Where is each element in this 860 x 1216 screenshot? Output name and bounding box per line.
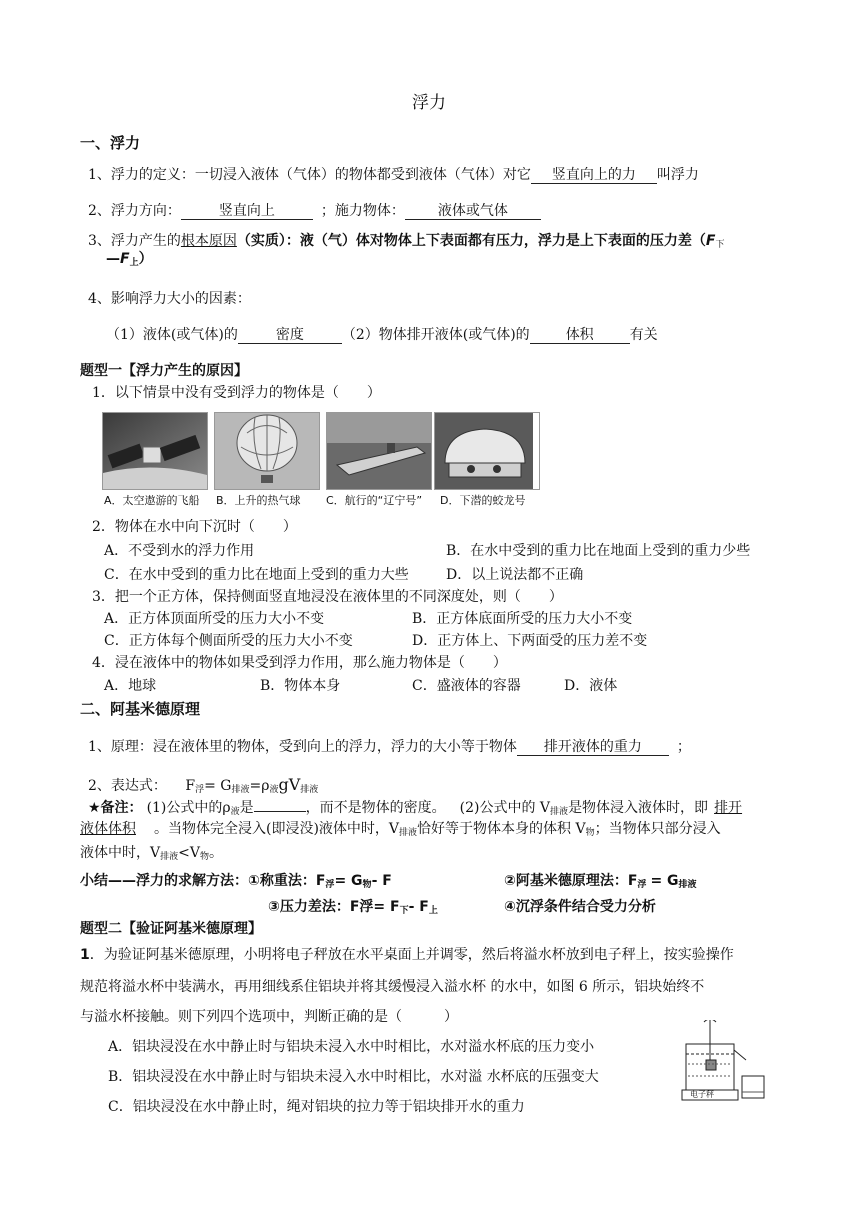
section-heading-buoyancy: 一、浮力 xyxy=(80,134,141,152)
cause-line-cont xyxy=(106,250,153,272)
note-line-2 xyxy=(80,820,721,842)
q4-option-b: B．物体本身 xyxy=(260,678,341,694)
type2-q1-line1 xyxy=(80,946,734,964)
note-p4c: 。 xyxy=(209,845,223,861)
q2-option-d: D．以上说法都不正确 xyxy=(446,567,584,583)
note-p2b: 是物体浸入液体时，即 xyxy=(568,800,709,816)
note-p3b: 恰好等于物体本身的体积 V xyxy=(417,821,586,837)
summary-m3-sub: 下 xyxy=(399,906,409,916)
principle-line xyxy=(88,738,691,756)
type2-q1-line3: 与溢水杯接触。则下列四个选项中，判断正确的是（ ） xyxy=(80,1009,458,1025)
overflow-can-figure xyxy=(680,1020,772,1102)
factors-heading: 4、影响浮力大小的因素： xyxy=(88,291,251,307)
q4-option-d: D．液体 xyxy=(564,678,618,694)
direction-label: 2、浮力方向： xyxy=(88,203,181,219)
expr-rho-sub: 液 xyxy=(269,785,279,795)
force-sub-up: 上 xyxy=(129,258,139,268)
summary-m3: ③压力差法：F浮= F xyxy=(268,899,400,915)
definition-line xyxy=(88,166,699,184)
definition-tail: 叫浮力 xyxy=(656,167,699,183)
q3-option-a: A．正方体顶面所受的压力大小不变 xyxy=(104,611,325,627)
agent-answer: 液体或气体 xyxy=(405,203,541,220)
type2-q1-option-b: B．铝块浸没在水中静止时与铝块未浸入水中时相比，水对溢 水杯底的压强变大 xyxy=(108,1069,599,1085)
dash: — xyxy=(106,251,120,267)
factor1-label: （1）液体(或气体)的 xyxy=(106,327,238,343)
type2-heading: 题型二【验证阿基米德原理】 xyxy=(80,921,262,937)
carrier-photo xyxy=(326,412,432,490)
note-line-3 xyxy=(80,844,223,866)
expr-f-sub: 浮 xyxy=(195,785,205,795)
note-blank xyxy=(254,797,306,812)
summary-method-2 xyxy=(504,872,697,894)
type2-q1-option-a: A．铝块浸没在水中静止时与铝块未浸入水中时相比，水对溢水杯底的压力变小 xyxy=(108,1039,595,1055)
summary-s1-sub: 浮 xyxy=(325,880,335,890)
agent-label: ；施力物体： xyxy=(320,203,405,219)
summary-m2: ②阿基米德原理法：F xyxy=(504,873,638,889)
expression-label: 2、表达式： xyxy=(88,778,167,794)
direction-line xyxy=(88,202,541,220)
option-b-caption: B．上升的热气球 xyxy=(216,494,301,507)
summary-m3-sub2: 上 xyxy=(428,906,438,916)
summary-m2-sub: 浮 xyxy=(637,880,647,890)
option-c-caption: C．航行的“辽宁号” xyxy=(326,494,423,507)
note-p1c: ，而不是物体的密度。 xyxy=(305,800,446,816)
q1-stem: 1．以下情景中没有受到浮力的物体是（ ） xyxy=(92,385,381,401)
note-p3-sub: 排液 xyxy=(399,828,418,838)
option-a-caption: A．太空遨游的飞船 xyxy=(104,494,200,507)
q4-option-a: A．地球 xyxy=(104,678,157,694)
summary-s1-sub2: 物 xyxy=(362,880,372,890)
option-d-caption: D．下潜的蛟龙号 xyxy=(440,494,526,507)
note-p1b: 是 xyxy=(239,800,254,816)
definition-answer: 竖直向上的力 xyxy=(531,167,657,184)
root-cause: 根本原因 xyxy=(180,233,237,249)
force-symbol: F xyxy=(705,233,716,249)
note-p3c: ；当物体只部分浸入 xyxy=(594,821,721,837)
cause-line xyxy=(88,232,725,254)
type2-q1-text1: ．为验证阿基米德原理，小明将电子秤放在水平桌面上并调零，然后将溢水杯放到电子秤上，按实验操作 xyxy=(89,947,734,963)
factor2-label: （2）物体排开液体(或气体)的 xyxy=(341,327,530,343)
expr-rho: =ρ xyxy=(249,778,270,794)
q2-option-a: A．不受到水的浮力作用 xyxy=(104,543,255,559)
section-heading-archimedes: 二、阿基米德原理 xyxy=(80,700,201,718)
factor1-answer: 密度 xyxy=(238,327,342,344)
note-p4: 液体中时，V xyxy=(80,845,161,861)
note-p2: (2)公式中的 V xyxy=(459,800,551,816)
q4-stem: 4．浸在液体中的物体如果受到浮力作用，那么施力物体是（ ） xyxy=(92,655,507,671)
note-p4-sub: 排液 xyxy=(160,852,179,862)
spacecraft-photo xyxy=(102,412,208,490)
q3-option-d: D．正方体上、下两面受的压力差不变 xyxy=(412,633,648,649)
submersible-photo xyxy=(434,412,540,490)
note-p4-sub2: 物 xyxy=(199,852,209,862)
factor2-answer: 体积 xyxy=(530,327,630,344)
scale-label: 电子秤 xyxy=(690,1090,714,1099)
q3-stem: 3．把一个正方体，保持侧面竖直地浸没在液体里的不同深度处，则（ ） xyxy=(92,589,563,605)
note-line-1 xyxy=(88,797,742,821)
summary-m2b: = G xyxy=(650,873,679,889)
note-p4b: <V xyxy=(178,845,200,861)
direction-answer: 竖直向上 xyxy=(181,203,313,220)
expression-line xyxy=(88,776,318,799)
expr-g-sub: 排液 xyxy=(231,785,250,795)
note-p2-sub: 排液 xyxy=(550,807,569,817)
factor-tail: 有关 xyxy=(629,327,658,343)
summary-m3b: - F xyxy=(408,899,429,915)
q3-option-c: C．正方体每个侧面所受的压力大小不变 xyxy=(104,633,353,649)
principle-tail: ； xyxy=(676,739,691,755)
summary-lead: 小结——浮力的求解方法：①称重法：F xyxy=(80,873,326,889)
note-p3: 。当物体完全浸入(即浸没)液体中时，V xyxy=(154,821,400,837)
summary-method-4: ④沉浮条件结合受力分析 xyxy=(504,899,656,915)
q2-option-c: C．在水中受到的重力比在地面上受到的重力大些 xyxy=(104,567,409,583)
note-answer-1: 排开 xyxy=(714,800,743,816)
force-sub-down: 下 xyxy=(715,240,725,250)
principle-answer: 排开液体的重力 xyxy=(517,739,669,756)
note-p1-sub: 液 xyxy=(230,807,240,817)
summary-m2-sub2: 排液 xyxy=(678,880,697,890)
type2-q1-line2: 规范将溢水杯中装满水，再用细线系住铝块并将其缓慢浸入溢水杯 的水中，如图 6 所示，铝块始终不 xyxy=(80,979,705,995)
page-title: 浮力 xyxy=(412,93,446,113)
essence-label: （实质）： xyxy=(236,233,300,249)
cause-label: 3、浮力产生的 xyxy=(88,233,181,249)
expr-v-sub: 排液 xyxy=(300,785,319,795)
expr-gv: gV xyxy=(278,775,301,794)
type2-q1-option-c: C．铝块浸没在水中静止时，绳对铝块的拉力等于铝块排开水的重力 xyxy=(108,1099,525,1115)
expr-eq: = G xyxy=(204,778,232,794)
summary-line-1 xyxy=(80,872,392,894)
note-answer-2: 液体体积 xyxy=(80,821,136,837)
force-symbol-2: F xyxy=(120,251,130,267)
note-star: ★备注： xyxy=(88,800,143,816)
q2-option-b: B．在水中受到的重力比在地面上受到的重力少些 xyxy=(446,543,751,559)
summary-line-2 xyxy=(268,898,438,920)
note-p1: (1)公式中的ρ xyxy=(146,800,231,816)
principle-text: 1、原理：浸在液体里的物体，受到向上的浮力，浮力的大小等于物体 xyxy=(88,739,517,755)
type1-heading: 题型一【浮力产生的原因】 xyxy=(80,363,248,379)
balloon-photo xyxy=(214,412,320,490)
note-p3-sub2: 物 xyxy=(585,828,595,838)
definition-text: 1、浮力的定义：一切浸入液体（气体）的物体都受到液体（气体）对它 xyxy=(88,167,531,183)
expr-f: F xyxy=(185,778,196,794)
q3-option-b: B．正方体底面所受的压力大小不变 xyxy=(412,611,633,627)
q4-option-c: C．盛液体的容器 xyxy=(412,678,521,694)
close-paren: ） xyxy=(138,251,153,267)
summary-s1c: - F xyxy=(371,873,392,889)
summary-s1b: = G xyxy=(334,873,363,889)
q2-stem: 2．物体在水中向下沉时（ ） xyxy=(92,519,297,535)
cause-explanation: 液（气）体对物体上下表面都有压力，浮力是上下表面的压力差（ xyxy=(299,233,706,249)
factors-line xyxy=(106,326,658,344)
type2-q1-number: 1 xyxy=(80,947,90,963)
